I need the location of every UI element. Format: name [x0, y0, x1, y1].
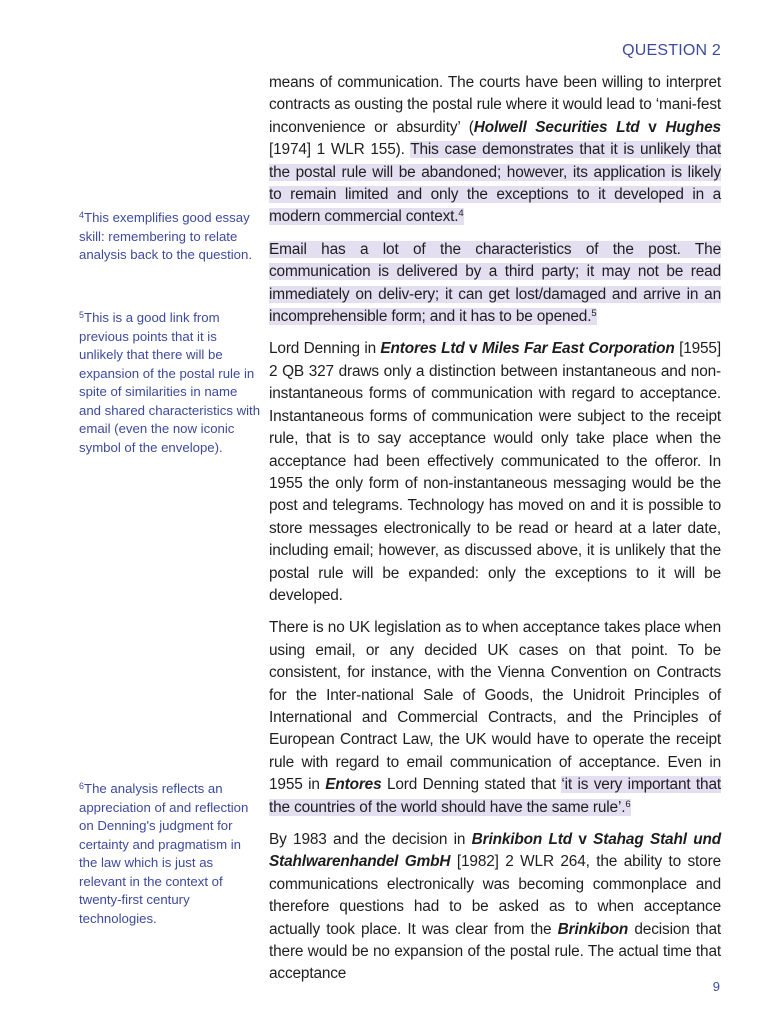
highlighted-text	[269, 241, 721, 325]
case-name: Entores	[325, 776, 382, 794]
margin-note-6	[79, 780, 261, 928]
case-name: Hughes	[665, 118, 721, 136]
text: ‘it is very important that the countries of the world should have the same rule’.	[269, 776, 722, 816]
margin-note-number: 6	[79, 781, 85, 791]
text: [1955] 2 QB 327 draws only a distinction between instantaneous and non-instantaneous forms of communication with regard to acceptance. Instantaneous forms of communication were subject to the receipt rule, that is to say acceptance would only take place when the acceptance had been effectively communicated to the offeror. In 1955 the only form of non-instantaneous messaging would be the post and telegrams. Technology has moved on and it is possible to store messages electronically to be read or heard at a later date, including email; however, as discussed above, it is unlikely that the postal rule will be expanded: only the exceptions to it will be developed.	[269, 340, 721, 604]
paragraph-4	[269, 617, 721, 819]
margin-note-text: This is a good link from previous points that it is unlikely that there will be expansion of the postal rule in spite of similarities in name and shared characteristics with email (even the now iconic symbol of the envelope).	[79, 310, 261, 455]
paragraph-2	[269, 239, 721, 329]
versus: v	[648, 118, 657, 136]
versus: v	[578, 831, 587, 848]
text: By 1983 and the decision in	[269, 831, 472, 848]
margin-note-text: The analysis reflects an appreciation of and reflection on Denning's judgment for certainty and pragmatism in the law which is just as relevant in the context of twenty-first century technologies.	[79, 781, 249, 926]
text: [1982] 2 WLR 264, the ability to store communications electronically was becoming commonplace and therefore questions had to be asked as to when acceptance actually took place. It was clear from the	[269, 853, 721, 938]
text: There is no UK legislation as to when acceptance takes place when using email, or any decided UK cases on that point. To be consistent, for instance, with the Vienna Convention on Contracts for the Inter-national Sale of Goods, the Unidroit Principles of International and Commercial Contracts, and the Principles of European Contract Law, the UK would have to operate the receipt rule with regard to email communication of acceptance. Even in 1955 in	[269, 619, 721, 794]
case-name: Stahag Stahl und Stahlwarenhandel GmbH	[269, 831, 721, 871]
footnote-ref: 4	[458, 208, 464, 220]
page-number: 9	[712, 979, 720, 994]
text: Lord Denning in	[269, 340, 381, 358]
versus: v	[469, 340, 478, 358]
margin-note-number: 4	[79, 210, 85, 220]
text: decision that there would be no expansion of the postal rule. The actual time that acceptance	[269, 920, 722, 983]
margin-note-4	[79, 209, 261, 265]
main-text	[269, 72, 721, 996]
text: Lord Denning stated that	[381, 776, 562, 794]
paragraph-1	[269, 72, 721, 229]
text: means of communication. The courts have been willing to interpret contracts as ousting the postal rule where it would lead to ‘mani-fest inconvenience or absurdity’ (	[269, 74, 721, 136]
margin-note-text: This exemplifies good essay skill: remembering to relate analysis back to the question.	[79, 210, 253, 262]
case-name: Miles Far East Corporation	[481, 340, 675, 358]
paragraph-5	[269, 829, 721, 986]
text: Email has a lot of the characteristics of the post. The communication is delivered by a third party; it may not be read immediately on deliv-ery; it can get lost/damaged and arrive in an incomprehensible form; and it has to be opened.	[269, 240, 721, 326]
case-name: Holwell Securities Ltd	[473, 118, 640, 136]
running-header: QUESTION 2	[622, 42, 721, 59]
margin-note-5	[79, 309, 261, 457]
margin-note-number: 5	[79, 310, 85, 320]
paragraph-3	[269, 338, 721, 607]
text: [1974] 1 WLR 155).	[269, 141, 405, 159]
text: This case demonstrates that it is unlikely that the postal rule will be abandoned; however, its application is likely to remain limited and only the exceptions to it developed in a modern commercial context.	[269, 141, 721, 226]
footnote-ref: 5	[591, 308, 597, 320]
footnote-ref: 6	[625, 798, 631, 810]
case-name: Brinkibon Ltd	[471, 831, 572, 848]
case-name: Brinkibon	[557, 920, 629, 938]
case-name: Entores Ltd	[380, 340, 465, 358]
